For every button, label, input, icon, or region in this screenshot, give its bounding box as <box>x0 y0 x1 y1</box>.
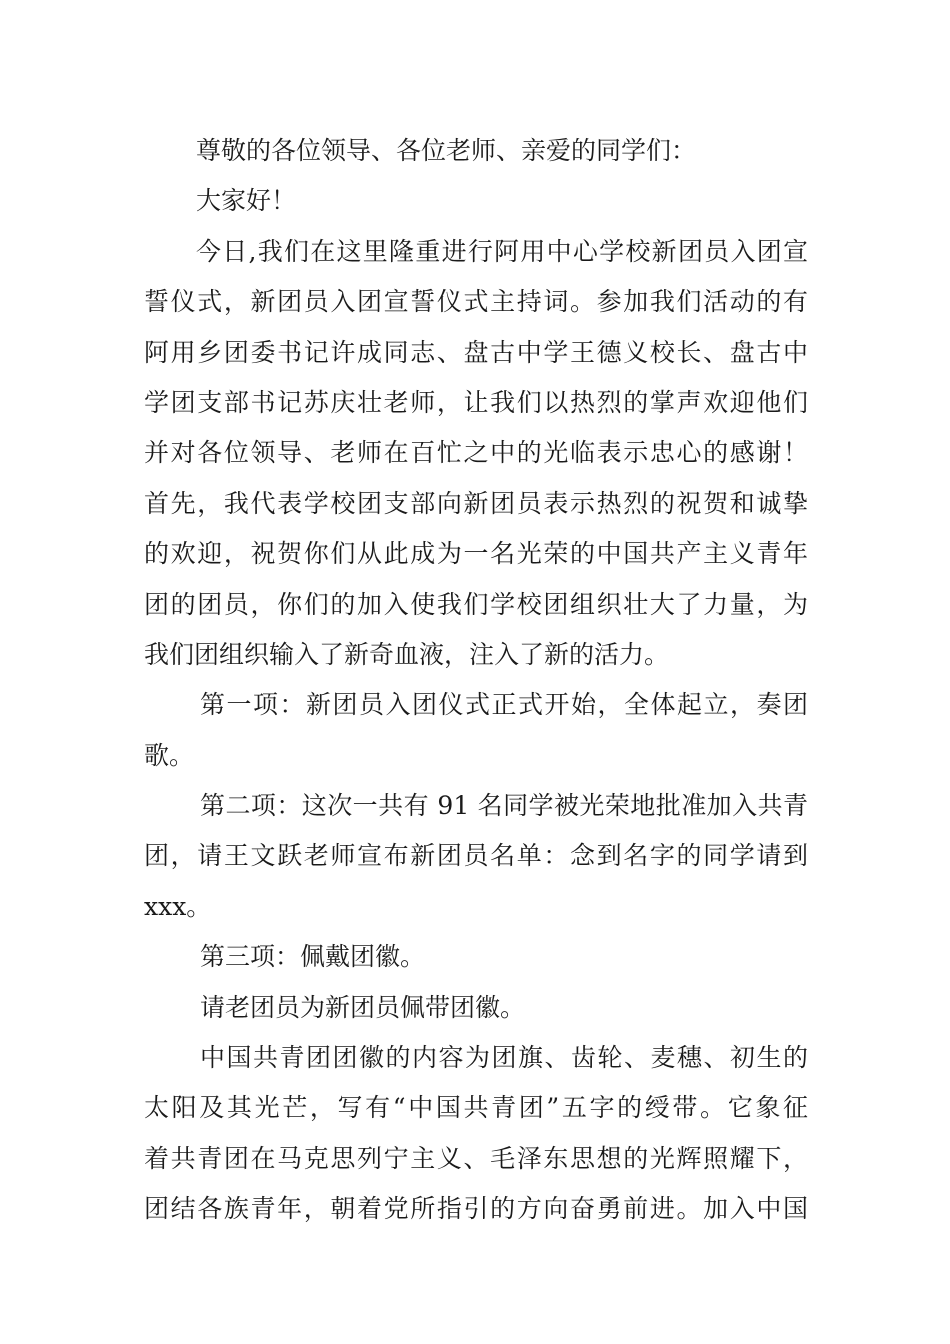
item-two-paragraph <box>144 781 808 932</box>
paragraph-line: 学团支部书记苏庆壮老师，让我们以热烈的掌声欢迎他们 <box>144 387 808 417</box>
paragraph-line: 并对各位领导、老师在百忙之中的光临表示忠心的感谢！ <box>144 438 808 468</box>
paragraph-line: 阿用乡团委书记许成同志、盘古中学王德义校长、盘古中 <box>144 337 808 367</box>
paragraph-line: 团结各族青年，朝着党所指引的方向奋勇前进。加入中国 <box>144 1194 808 1224</box>
paragraph-line: 着共青团在马克思列宁主义、毛泽东思想的光辉照耀下， <box>144 1143 808 1173</box>
paragraph-line: 誓仪式，新团员入团宣誓仪式主持词。参加我们活动的有 <box>144 287 808 317</box>
emblem-paragraph <box>144 1033 808 1235</box>
intro-paragraph <box>144 227 808 681</box>
item-one-paragraph <box>144 680 808 781</box>
paragraph-line: 首先，我代表学校团支部向新团员表示热烈的祝贺和诚挚 <box>144 488 808 518</box>
paragraph-line: 我们团组织输入了新奇血液，注入了新的活力。 <box>144 639 670 669</box>
paragraph-line: 第二项：这次一共有 91 名同学被光荣地批准加入共青 <box>200 791 808 821</box>
item-three-detail: 请老团员为新团员佩带团徽。 <box>200 992 526 1022</box>
paragraph-line: 团，请王文跃老师宣布新团员名单：念到名字的同学请到 <box>144 841 808 871</box>
paragraph-line: xxx。 <box>144 891 212 921</box>
paragraph-line: 团的团员，你们的加入使我们学校团组织壮大了力量，为 <box>144 589 808 619</box>
paragraph-line: 中国共青团团徽的内容为团旗、齿轮、麦穗、初生的 <box>200 1043 808 1073</box>
paragraph-line: 今日,我们在这里隆重进行阿用中心学校新团员入团宣 <box>196 236 808 266</box>
paragraph-line: 太阳及其光芒，写有“中国共青团”五字的绶带。它象征 <box>144 1093 808 1123</box>
paragraph-line: 的欢迎，祝贺你们从此成为一名光荣的中国共产主义青年 <box>144 539 808 569</box>
item-three-heading: 第三项：佩戴团徽。 <box>200 942 426 972</box>
paragraph-line: 第一项：新团员入团仪式正式开始，全体起立，奏团 <box>200 690 808 720</box>
greeting: 大家好！ <box>196 186 297 216</box>
paragraph-line: 歌。 <box>144 740 195 770</box>
salutation: 尊敬的各位领导、各位老师、亲爱的同学们： <box>196 136 697 165</box>
document-body <box>144 126 808 1235</box>
